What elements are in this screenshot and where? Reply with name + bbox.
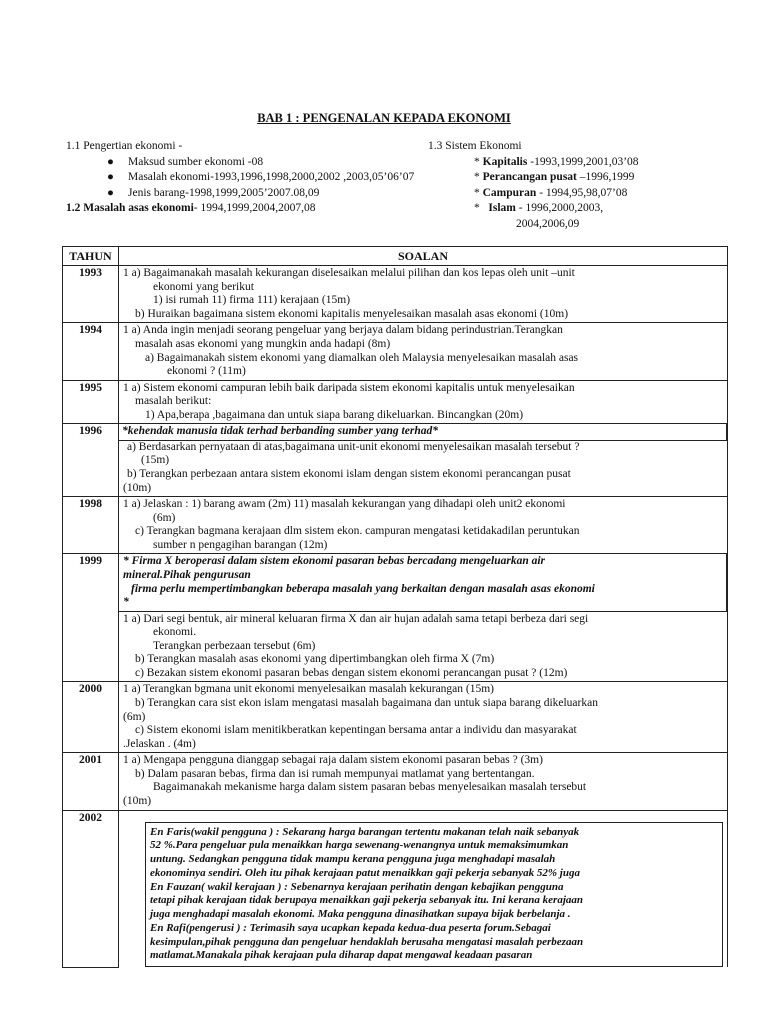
question-cell: [119, 810, 728, 967]
table-row: [63, 424, 728, 497]
bullet-icon: ●: [107, 155, 114, 168]
year-cell: 1998: [63, 497, 119, 554]
question-cell: *kehendak manusia tidak terhad berbanding sumber yang terhad* a) Berdasarkan pernyataan di atas,bagaimana unit-unit ekonomi menyelesaikan masalah tersebut ? (15m) b) Terangkan perbezaan antara sistem ekonomi islam dengan sistem ekonomi perancangan pusat (10m): [119, 424, 728, 497]
system-item: * Islam - 1996,2000,2003,: [474, 202, 604, 214]
system-item: * Perancangan pusat –1996,1999: [474, 171, 635, 183]
section-1-2-heading: 1.2 Masalah asas ekonomi- 1994,1999,2004,2007,08: [66, 202, 316, 214]
intro-bullet: ● Maksud sumber ekonomi -08: [66, 156, 436, 172]
col-header-year: TAHUN: [63, 247, 119, 266]
year-cell: 2002: [63, 810, 119, 967]
year-cell: 1999: [63, 554, 119, 682]
system-item: * Campuran - 1994,95,98,07’08: [474, 186, 628, 199]
year-cell: 2000: [63, 682, 119, 753]
system-item-cont: 2004,2006,09: [516, 217, 580, 230]
bullet-icon: ●: [107, 171, 114, 183]
table-row: [63, 380, 728, 424]
question-cell: 1 a) Jelaskan : 1) barang awam (2m) 11) masalah kekurangan yang dihadapi oleh unit2 ekonomi (6m) c) Terangkan bagmana kerajaan dlm sistem ekon. campuran mengatasi ketidakadilan peruntukan sumber n pengagihan barangan (12m): [119, 497, 728, 554]
page-title: BAB 1 : PENGENALAN KEPADA EKONOMI: [257, 111, 511, 125]
table-row: [63, 753, 728, 810]
system-item: * Kapitalis -1993,1999,2001,03’08: [474, 155, 639, 168]
section-1-3-heading: 1.3 Sistem Ekonomi: [428, 140, 522, 152]
scenario-box: * Firma X beroperasi dalam sistem ekonomi pasaran bebas bercadang mengeluarkan air mineral.Pihak pengurusan firma perlu mempertimbangkan beberapa masalah yang berkaitan dengan masalah asas ekonomi *: [119, 554, 727, 611]
question-table: [62, 246, 728, 968]
question-cell: 1 a) Terangkan bgmana unit ekonomi menyelesaikan masalah kekurangan (15m) b) Terangkan cara sist ekon islam mengatasi masalah bagaimana dan untuk siapa barang dikeluarkan (6m) c) Sistem ekonomi islam menitikberatkan kepentingan bersama antar a individu dan masyarakat .Jelaskan . (4m): [119, 682, 728, 753]
year-cell: 1994: [63, 323, 119, 380]
table-row: [63, 497, 728, 554]
intro-right: [428, 140, 728, 233]
table-row: [63, 554, 728, 682]
question-cell: 1 a) Mengapa pengguna dianggap sebagai raja dalam sistem ekonomi pasaran bebas ? (3m) b) Dalam pasaran bebas, firma dan isi rumah mempunyai matlamat yang bertentangan. Bagaimanakah mekanisme harga dalam sistem pasaran bebas menyelesaikan masalah tersebut (10m): [119, 753, 728, 810]
col-header-question: SOALAN: [119, 247, 728, 266]
year-cell: 1993: [63, 266, 119, 323]
table-header-row: [63, 247, 728, 266]
intro-bullet: ● Masalah ekonomi-1993,1996,1998,2000,2002 ,2003,05’06’07: [66, 171, 436, 187]
question-cell: * Firma X beroperasi dalam sistem ekonomi pasaran bebas bercadang mengeluarkan air mineral.Pihak pengurusan firma perlu mempertimbangkan beberapa masalah yang berkaitan dengan masalah asas ekonomi * 1 a) Dari segi bentuk, air mineral keluaran firma X dan air hujan adalah sama tetapi berbeza dari segi ekonomi. Terangkan perbezaan tersebut (6m) b) Terangkan masalah asas ekonomi yang dipertimbangkan oleh firma X (7m) c) Bezakan sistem ekonomi pasaran bebas dengan sistem ekonomi perancangan pusat ? (12m): [119, 554, 728, 682]
intro-bullet: ● Jenis barang-1998,1999,2005’2007.08,09: [66, 187, 436, 203]
question-cell: 1 a) Bagaimanakah masalah kekurangan diselesaikan melalui pilihan dan kos lepas oleh unit –unit ekonomi yang berikut 1) isi rumah 11) firma 111) kerajaan (15m) b) Huraikan bagaimana sistem ekonomi kapitalis menyelesaikan masalah asas ekonomi (10m): [119, 266, 728, 323]
intro-left: [66, 140, 436, 218]
question-cell: 1 a) Anda ingin menjadi seorang pengeluar yang berjaya dalam bidang perindustrian.Terangkan masalah asas ekonomi yang mungkin anda hadapi (8m) a) Bagaimanakah sistem ekonomi yang diamalkan oleh Malaysia menyelesaikan masalah asas ekonomi ? (11m): [119, 323, 728, 380]
table-row: [63, 266, 728, 323]
scenario-box: *kehendak manusia tidak terhad berbanding sumber yang terhad*: [119, 424, 727, 441]
section-1-1-heading: 1.1 Pengertian ekonomi -: [66, 140, 183, 152]
table-row: [63, 682, 728, 753]
question-cell: 1 a) Sistem ekonomi campuran lebih baik daripada sistem ekonomi kapitalis untuk menyelesaikan masalah berikut: 1) Apa,berapa ,bagaimana dan untuk siapa barang dikeluarkan. Bincangkan (20m): [119, 380, 728, 424]
forum-dialogue-box: En Faris(wakil pengguna ) : Sekarang harga barangan tertentu makanan telah naik sebanyak 52 %.Para pengeluar pula menaikkan harga sewenang-wenangnya untuk memaksimumkan untung. Sedangkan pengguna tidak mampu kerana pengguna juga menghadapi masalah ekonominya sendiri. Oleh itu pihak kerajaan patut menaikkan gaji pekerja sebanyak 52% juga En Fauzan( wakil kerajaan ) : Sebenarnya kerajaan perihatin dengan kebajikan pengguna tetapi pihak kerajaan tidak berupaya menaikkan gaji pekerja sebanyak itu. Ini kerana kerajaan juga menghadapi masalah ekonomi. Maka pengguna dinasihatkan supaya bijak berbelanja . En Rafi(pengerusi ) : Terimasih saya ucapkan kepada kedua-dua peserta forum.Sebagai kesimpulan,pihak pengguna dan pengeluar hendaklah berusaha mengatasi masalah perbezaan matlamat.Manakala pihak kerajaan pula diharap dapat mengawal keadaan pasaran: [145, 822, 723, 968]
year-cell: 1995: [63, 380, 119, 424]
table-row: [63, 323, 728, 380]
year-cell: 1996: [63, 424, 119, 497]
bullet-icon: ●: [107, 186, 114, 199]
year-cell: 2001: [63, 753, 119, 810]
table-row: [63, 810, 728, 967]
